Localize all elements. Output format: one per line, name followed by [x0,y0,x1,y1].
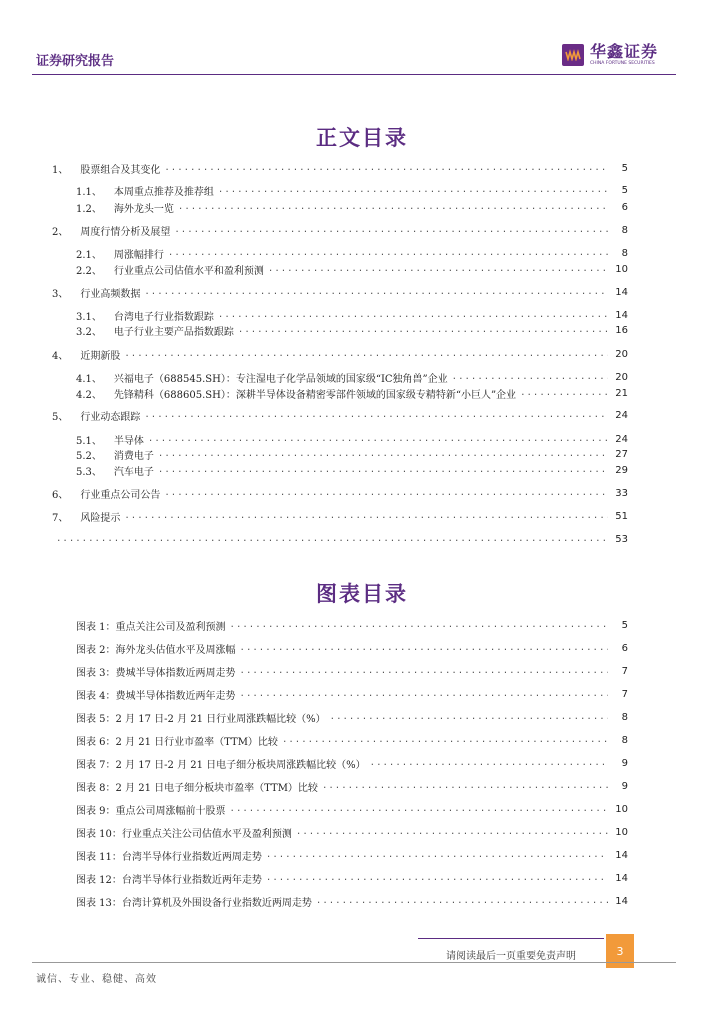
toc-entry[interactable]: 5.3、 汽车电子 ..... 29 [76,462,628,478]
company-motto: 诚信、专业、稳健、高效 [36,974,157,985]
toc-entry[interactable]: 4.1、 兴福电子（688545.SH）：专注湿电子化学品领域的国家级“IC独角兽”企业 ..... 20 [76,369,628,385]
toc-entry[interactable]: 3、 行业高频数据 ..... 14 [52,284,628,300]
toc-entry[interactable]: 5.2、 消费电子 ..... 27 [76,446,628,462]
chart-toc-entry[interactable]: 图表 5：2 月 17 日-2 月 21 日行业周涨跌幅比较（%） ..... 8 [76,709,628,725]
chart-toc-entry[interactable]: 图表 4：费城半导体指数近两年走势 ..... 7 [76,686,628,702]
chart-toc-entry[interactable]: 图表 2：海外龙头估值水平及周涨幅 ..... 6 [76,640,628,656]
chart-toc-entry[interactable]: 图表 8：2 月 21 日电子细分板块市盈率（TTM）比较 ..... 9 [76,778,628,794]
toc-entry[interactable]: 4.2、 先锋精科（688605.SH）：深耕半导体设备精密零部件领域的国家级专精特新“小巨人”企业 ..... 21 [76,385,628,401]
brand-name-cn: 华鑫证券 [590,42,659,61]
toc-entry[interactable]: 3.1、 台湾电子行业指数跟踪 ..... 14 [76,307,628,323]
brand-logo [562,44,658,67]
toc-entry[interactable]: 5.1、 半导体 ..... 24 [76,431,628,447]
chart-toc-entry[interactable]: 图表 1：重点关注公司及盈利预测 ..... 5 [76,617,628,633]
brand-logo-icon [562,44,584,66]
toc-entry[interactable]: 4、 近期新股 ..... 20 [52,346,628,362]
toc-entry[interactable]: 1、 股票组合及其变化 ..... 5 [52,160,628,176]
brand-name-en: CHINA FORTUNE SECURITIES [590,61,655,66]
toc-entry[interactable]: 7、 风险提示 ..... 51 [52,508,628,524]
chart-toc-entry[interactable]: 图表 6：2 月 21 日行业市盈率（TTM）比较 ..... 8 [76,732,628,748]
chart-toc-entry[interactable]: 图表 11：台湾半导体行业指数近两周走势 ..... 14 [76,847,628,863]
toc-entry[interactable]: 2.2、 行业重点公司估值水平和盈利预测 ..... 10 [76,261,628,277]
toc-entry[interactable]: 5、 行业动态跟踪 ..... 24 [52,407,628,423]
page-number: 3 [606,934,634,968]
toc-entry[interactable]: 6、 行业重点公司公告 ..... 33 [52,485,628,501]
chart-toc-entry[interactable]: 图表 13：台湾计算机及外围设备行业指数近两周走势 ..... 14 [76,893,628,909]
toc-entry[interactable]: 1.2、 海外龙头一览 ..... 6 [76,199,628,215]
chart-toc-entry[interactable]: 图表 7：2 月 17 日-2 月 21 日电子细分板块周涨跌幅比较（%） ..... 9 [76,755,628,771]
toc-title: 正文目录 [316,125,408,150]
toc-entry[interactable]: ..... 53 [52,531,628,547]
toc-entry[interactable]: 2.1、 周涨幅排行 ..... 8 [76,245,628,261]
toc-entry[interactable]: 2、 周度行情分析及展望 ..... 8 [52,222,628,238]
report-type-label: 证券研究报告 [36,54,115,69]
charts-toc-title: 图表目录 [316,581,408,606]
footer-divider [32,962,676,963]
chart-toc-entry[interactable]: 图表 9：重点公司周涨幅前十股票 ..... 10 [76,801,628,817]
toc-entry[interactable]: 1.1、 本周重点推荐及推荐组 ..... 5 [76,182,628,198]
chart-toc-entry[interactable]: 图表 3：费城半导体指数近两周走势 ..... 7 [76,663,628,679]
chart-toc-entry[interactable]: 图表 12：台湾半导体行业指数近两年走势 ..... 14 [76,870,628,886]
header-divider [32,74,676,75]
chart-toc-entry[interactable]: 图表 10：行业重点关注公司估值水平及盈利预测 ..... 10 [76,824,628,840]
toc-entry[interactable]: 3.2、 电子行业主要产品指数跟踪 ..... 16 [76,322,628,338]
disclaimer-note[interactable]: 请阅读最后一页重要免责声明 [418,938,604,969]
